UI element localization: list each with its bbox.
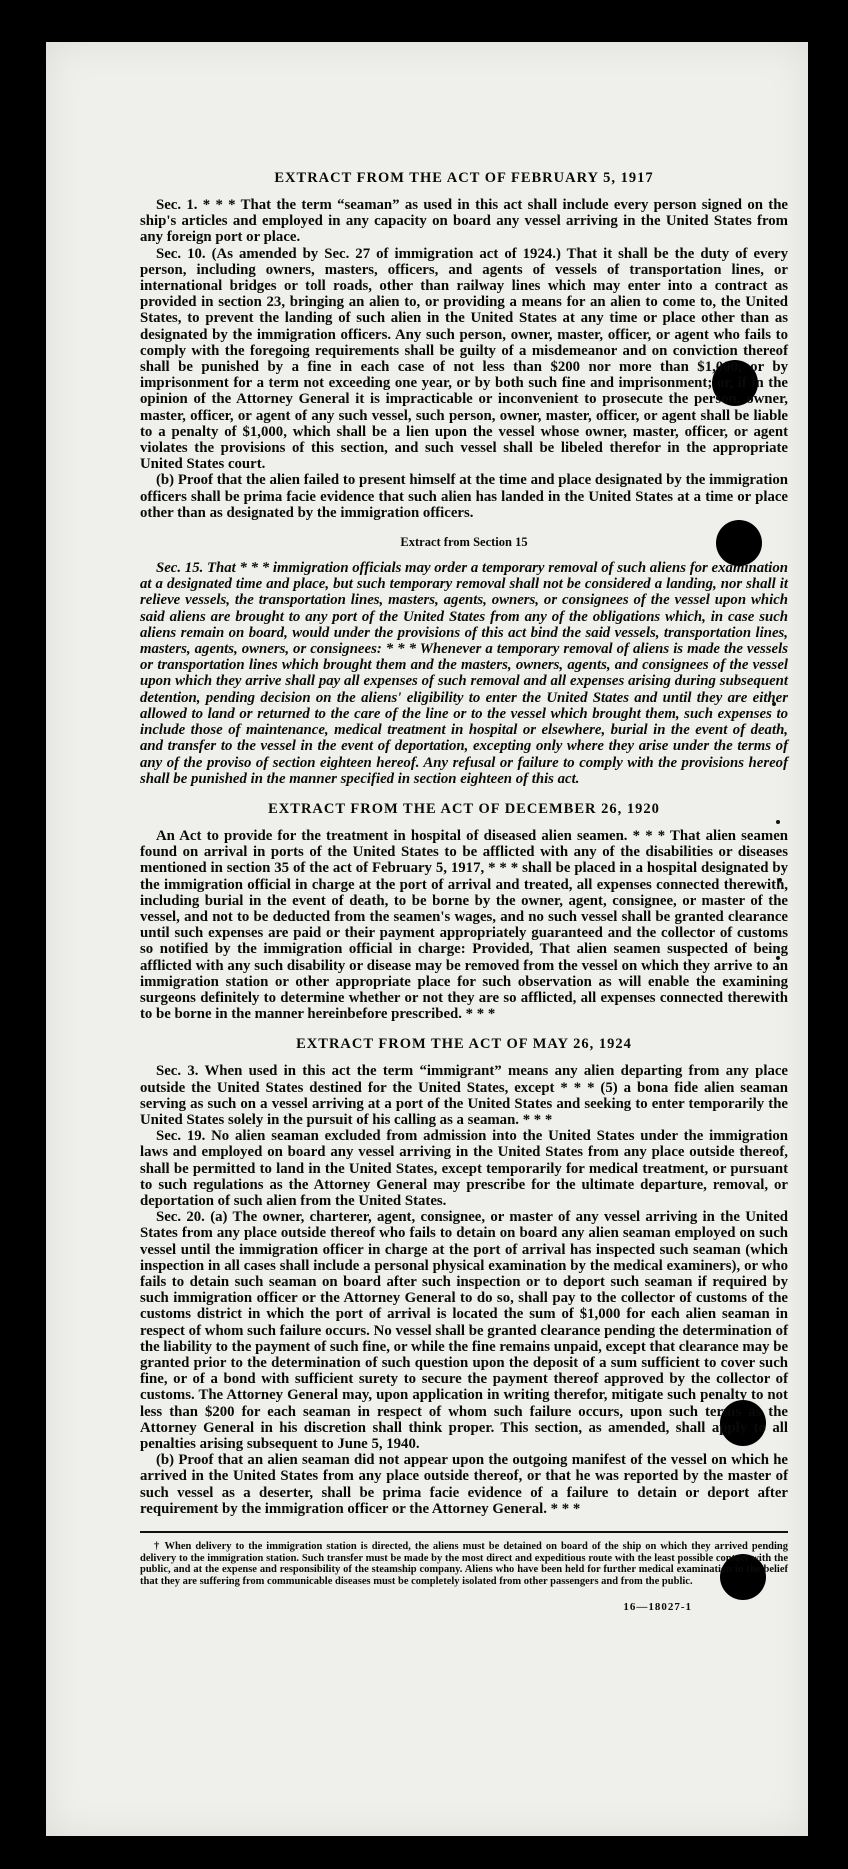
heading-section-15: Extract from Section 15 — [400, 535, 528, 550]
footnote: † When delivery to the immigration station is directed, the aliens must be detained on board of the ship on which they arrived pending delivery to the immigration station. Such transfer must be made by the most direct and expeditious route with the least possible contact with the public, and at the expense and responsibility of the steamship company. Aliens who have been held for further medical examination in the belief that they are suffering from communicable diseases must be completely isolated from other passengers and from the public. — [140, 1541, 788, 1587]
heading-act-1924: EXTRACT FROM THE ACT OF MAY 26, 1924 — [296, 1036, 632, 1053]
footnote-divider — [140, 1531, 788, 1533]
paragraph-sec-15: Sec. 15. That * * * immigration officials may order a temporary removal of such aliens for examination at a designated time and place, but such temporary removal shall not be considered a landing, nor shall it relieve vessels, the transportation lines, masters, agents, owners, or consignees of the vessel upon which said aliens are brought to any port of the United States from any of the obligations which, in case such aliens remain on board, would under the provisions of this act bind the said vessels, transportation lines, masters, agents, owners, or consignees: * * * Whenever a temporary removal of aliens is made the vessels or transportation lines which brought them and the masters, owners, agents, and consignees of the vessel upon which they arrive shall pay all expenses of such removal and all expenses arising during subsequent detention, pending decision on the aliens' eligibility to enter the United States and until they are either allowed to land or returned to the care of the line or to the vessel which brought them, such expenses to include those of maintenance, medical treatment in hospital or elsewhere, burial in the event of death, and transfer to the vessel in the event of deportation, excepting only where they arise under the terms of any of the proviso of section eighteen hereof. Any refusal or failure to comply with the provisions hereof shall be punished in the manner specified in section eighteen of this act. — [140, 560, 788, 787]
paragraph-sec-20a: Sec. 20. (a) The owner, charterer, agent, consignee, or master of any vessel arriving in the United States from any place outside thereof who fails to detain on board any alien seaman employed on such vessel until the immigration officer in charge at the port of arrival has inspected such seaman (which inspection in all cases shall include a personal physical examination by the medical examiners), or who fails to detain such seaman on board after such inspection or to deport such seaman if required by such immigration officer or the Attorney General to do so, shall pay to the collector of customs of the customs district in which the port of arrival is located the sum of $1,000 for each alien seaman in respect of whom such failure occurs. No vessel shall be granted clearance pending the determination of the liability to the payment of such fine, or while the fine remains unpaid, except that clearance may be granted prior to the determination of such question upon the deposit of a sum sufficient to cover such fine, or of a bond with sufficient surety to secure the payment thereof approved by the collector of customs. The Attorney General may, upon application in writing therefor, mitigate such penalty to not less than $200 for each seaman in respect of whom such failure occurs, upon such terms as the Attorney General in his discretion shall think proper. This section, as amended, shall apply to all penalties arising subsequent to June 5, 1940. — [140, 1209, 789, 1453]
paragraph-sec-10: Sec. 10. (As amended by Sec. 27 of immigration act of 1924.) That it shall be the duty of every person, including owners, masters, officers, and agents of vessels of transportation lines, or international bridges or toll roads, other than railway lines which may enter into a contract as provided in section 23, bringing an alien to, or providing a means for an alien to come to, the United States, to prevent the landing of such alien in the United States at any time or place other than as designated by the immigration officers. Any such person, owner, master, officer, or agent who fails to comply with the foregoing requirements shall be guilty of a misdemeanor and on conviction thereof shall be punished by a fine in each case of not less than $200 nor more than $1,000, or by imprisonment for a term not exceeding one year, or by both such fine and imprisonment; or, if in the opinion of the Attorney General it is impracticable or inconvenient to prosecute the person, owner, master, officer, or agent of any such vessel, such person, owner, master, officer, or agent shall be liable to a penalty of $1,000, which shall be a lien upon the vessel whose owner, master, officer, or agent violates the provisions of this section, and such vessel shall be libeled therefor in the appropriate United States court. — [140, 245, 788, 473]
document-page — [46, 42, 808, 1836]
paragraph-sec-10b: (b) Proof that the alien failed to present himself at the time and place designated by the immigration officers shall be prima facie evidence that such alien has landed in the United States at a time or place other than as designated by the immigration officers. — [140, 472, 788, 521]
paragraph-sec-3: Sec. 3. When used in this act the term “immigrant” means any alien departing from any place outside the United States destined for the United States, except * * * (5) a bona fide alien seaman serving as such on a vessel arriving at a port of the United States and seeking to enter temporarily the United States solely in the pursuit of his calling as a seaman. * * * — [140, 1063, 788, 1128]
paragraph-sec-19: Sec. 19. No alien seaman excluded from admission into the United States under the immigration laws and employed on board any vessel arriving in the United States from any place outside thereof, shall be permitted to land in the United States, except temporarily for medical treatment, or pursuant to such regulations as the Attorney General may prescribe for the ultimate departure, removal, or deportation of such alien from the United States. — [140, 1128, 788, 1209]
paragraph-sec-20b: (b) Proof that an alien seaman did not appear upon the outgoing manifest of the vessel on which he arrived in the United States from any place outside thereof, or that he was reported by the master of such vessel as a deserter, shall be prima facie evidence of a failure to detain or deport after requirement by the immigration officer or the Attorney General. * * * — [140, 1452, 788, 1517]
paragraph-sec-1: Sec. 1. * * * That the term “seaman” as used in this act shall include every person signed on the ship's articles and employed in any capacity on board any vessel arriving in the United States from any foreign port or place. — [140, 197, 788, 246]
form-number: 16—18027-1 — [623, 1601, 692, 1614]
heading-act-1920: EXTRACT FROM THE ACT OF DECEMBER 26, 1920 — [268, 800, 660, 817]
document-body — [140, 170, 788, 1613]
heading-act-1917: EXTRACT FROM THE ACT OF FEBRUARY 5, 1917 — [274, 170, 654, 186]
paragraph-act-1920: An Act to provide for the treatment in hospital of diseased alien seamen. * * * That alien seamen found on arrival in ports of the United States to be afflicted with any of the disabilities or diseases mentioned in section 35 of the act of February 5, 1917, * * * shall be placed in a hospital designated by the immigration official in charge at the port of arrival and treated, all expenses connected therewith, including burial in the event of death, to be borne by the owner, agent, consignee, or master of the vessel, and not to be deducted from the seamen's wages, and no such vessel shall be granted clearance until such expenses are paid or their payment appropriately guaranteed and the collector of customs so notified by the immigration official in charge: Provided, That alien seamen suspected of being afflicted with any such disability or disease may be removed from the vessel on which they arrive to an immigration station or other appropriate place for such observation as will enable the examining surgeons definitely to determine whether or not they are so afflicted, all expenses connected therewith to be borne in the manner hereinbefore prescribed. * * * — [140, 827, 788, 1023]
